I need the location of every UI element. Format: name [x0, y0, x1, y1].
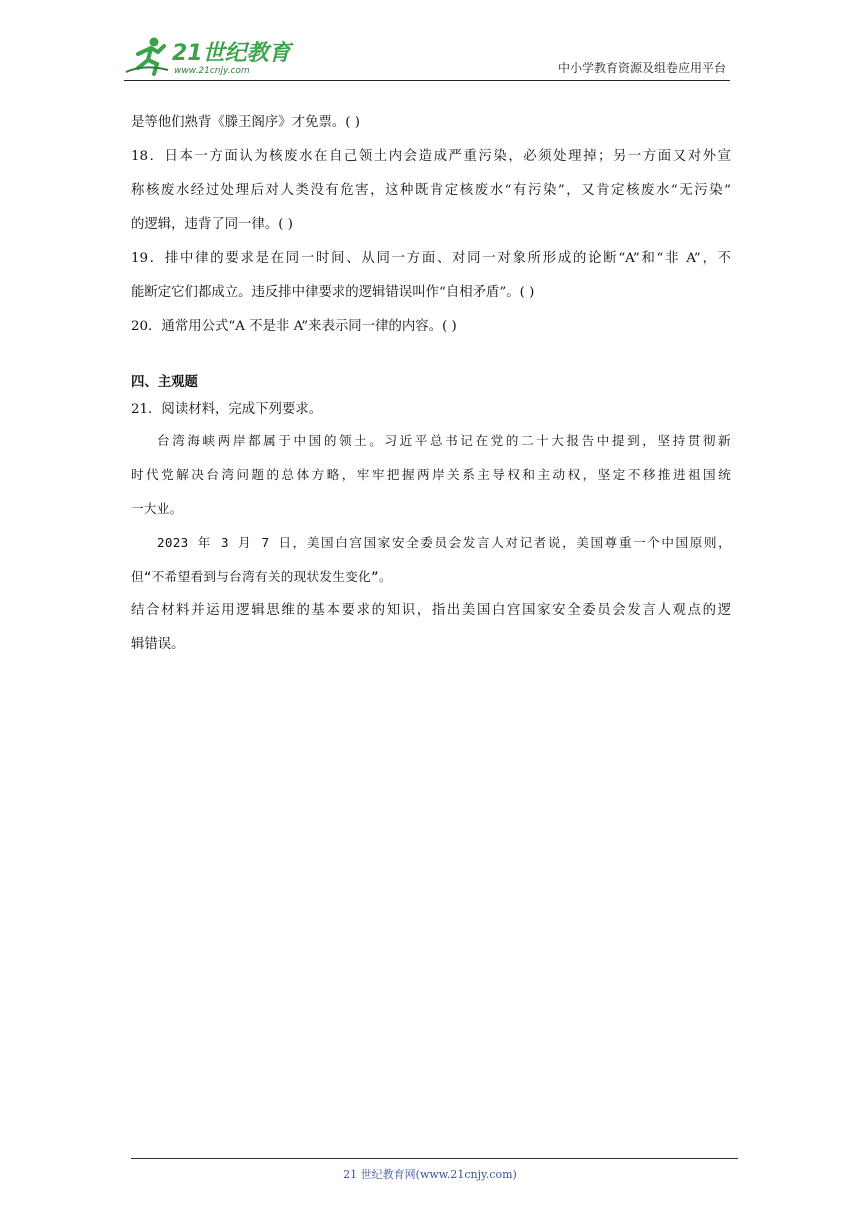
- q19-line-2: 能断定它们都成立。违反排中律要求的逻辑错误叫作“自相矛盾”。( ): [131, 285, 535, 300]
- q19-line-1: 19．排中律的要求是在同一时间、从同一方面、对同一对象所形成的论断“A”和“非 A”，不: [131, 251, 731, 266]
- footer-link[interactable]: 21 世纪教育网(www.21cnjy.com): [343, 1168, 517, 1181]
- task-line-2: 辑错误。: [131, 637, 185, 652]
- site-logo[interactable]: [124, 34, 294, 78]
- material-para1-line-3: 一大业。: [131, 501, 183, 516]
- q18-line-2: 称核废水经过处理后对人类没有危害，这种既肯定核废水“有污染”，又肯定核废水“无污染”: [131, 183, 731, 198]
- material-para1-line-1: 台湾海峡两岸都属于中国的领土。习近平总书记在党的二十大报告中提到，坚持贯彻新: [157, 433, 731, 448]
- task-line-1: 结合材料并运用逻辑思维的基本要求的知识，指出美国白宫国家安全委员会发言人观点的逻: [131, 603, 731, 618]
- material-para2-line-1: 2023 年 3 月 7 日，美国白宫国家安全委员会发言人对记者说，美国尊重一个中国原则，: [157, 535, 731, 550]
- runner-logo-icon: [124, 34, 294, 78]
- material-para2-line-2: 但“不希望看到与台湾有关的现状发生变化”。: [131, 569, 392, 584]
- document-body: [131, 106, 731, 662]
- logo-url: www.21cnjy.com: [174, 66, 250, 76]
- q18-line-3: 的逻辑，违背了同一律。( ): [131, 217, 294, 232]
- q17-tail: 是等他们熟背《滕王阁序》才免票。( ): [131, 115, 360, 130]
- q20: 20．通常用公式“A 不是非 A”来表示同一律的内容。( ): [131, 319, 457, 334]
- header-tagline: 中小学教育资源及组卷应用平台: [557, 61, 726, 75]
- footer-divider: [131, 1158, 738, 1159]
- section-title: 四、主观题: [131, 375, 198, 390]
- q18-line-1: 18．日本一方面认为核废水在自己领土内会造成严重污染，必须处理掉；另一方面又对外宣: [131, 149, 731, 164]
- page-header: [124, 34, 730, 81]
- q21-intro: 21．阅读材料，完成下列要求。: [131, 402, 323, 417]
- logo-text: 21世纪教育: [172, 41, 291, 66]
- material-para1-line-2: 时代党解决台湾问题的总体方略，牢牢把握两岸关系主导权和主动权，坚定不移推进祖国统: [131, 467, 731, 482]
